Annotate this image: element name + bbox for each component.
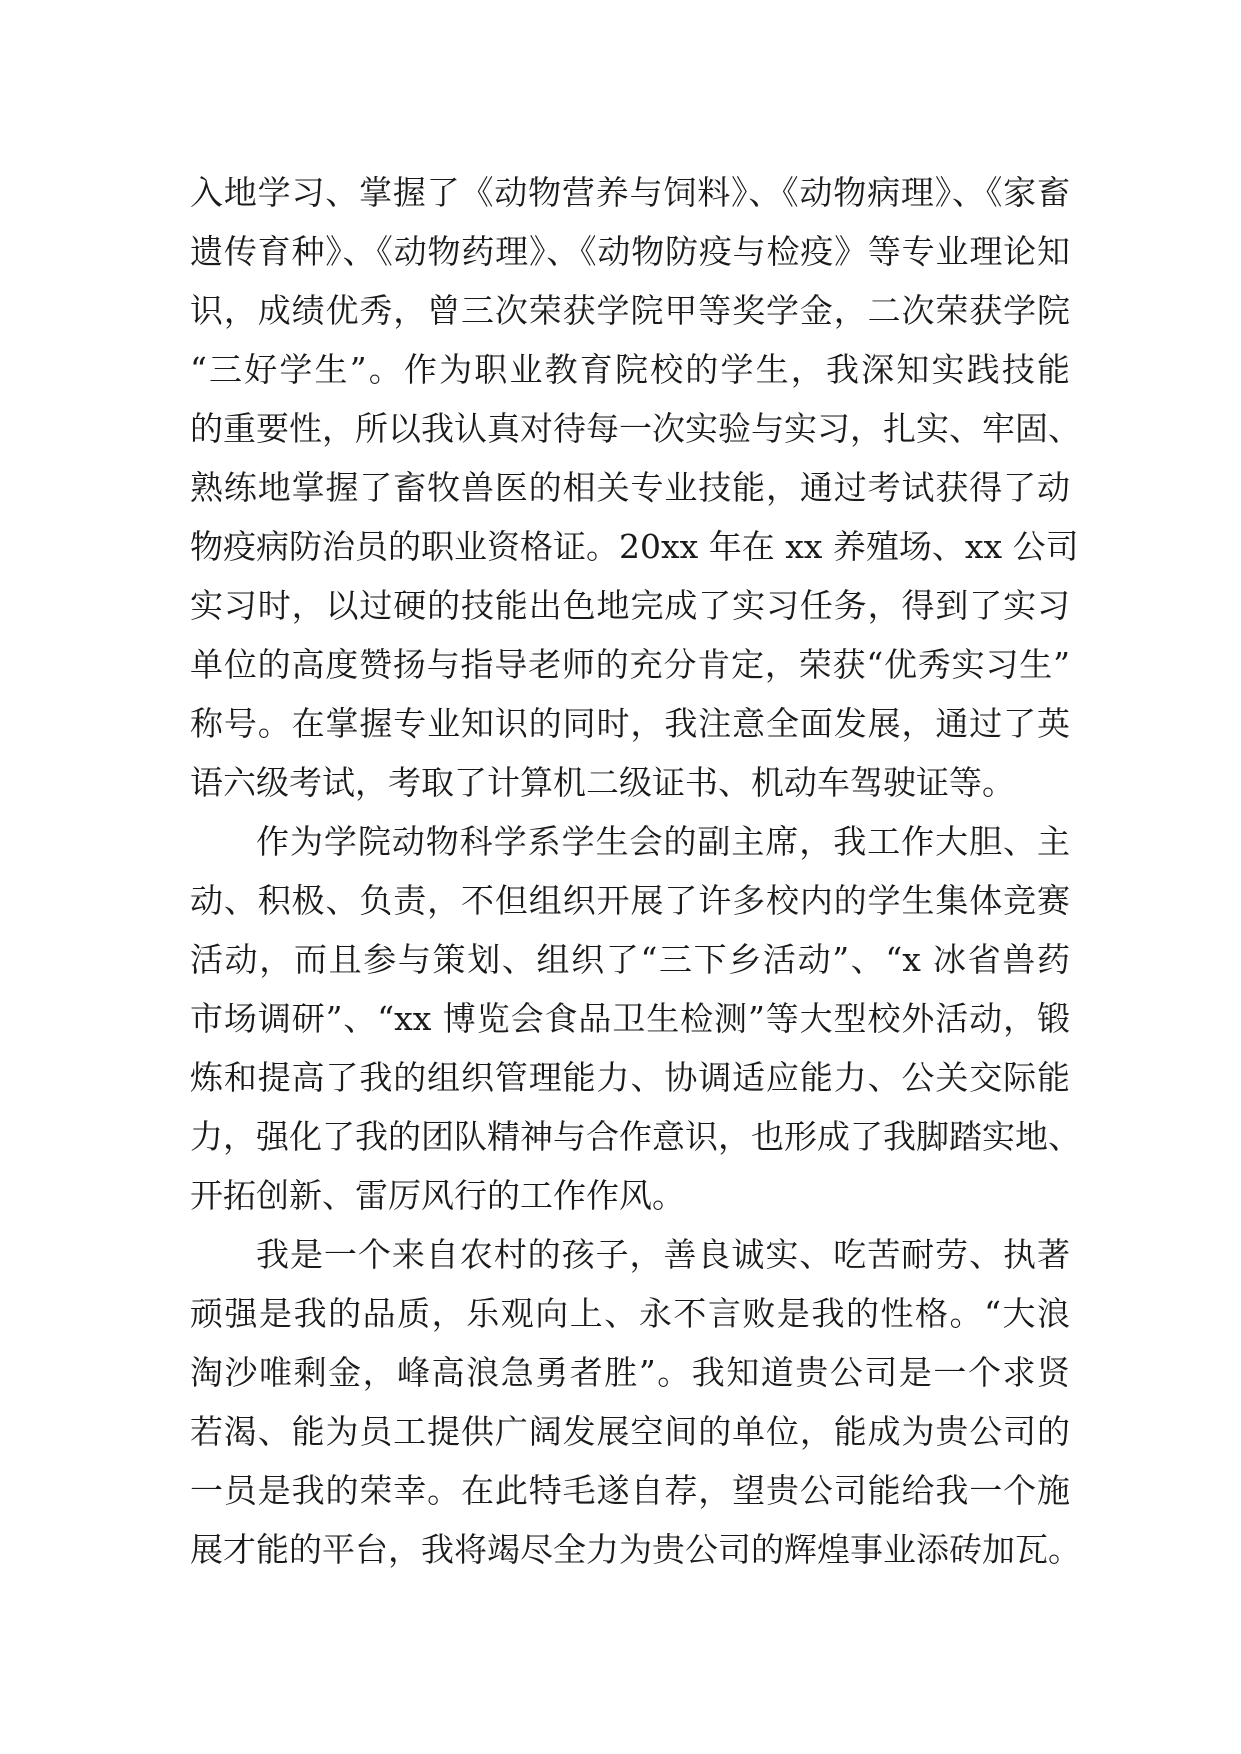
paragraph-2 — [190, 812, 1081, 1225]
paragraph-1 — [190, 163, 1081, 812]
text-line: 顽强是我的品质，乐观向上、永不言败是我的性格。“大浪 — [190, 1294, 1070, 1333]
text-line: 作为学院动物科学系学生会的副主席，我工作大胆、主 — [256, 822, 1070, 861]
text-line: 一员是我的荣幸。在此特毛遂自荐，望贵公司能给我一个施 — [190, 1471, 1070, 1510]
text-line: 力，强化了我的团队精神与合作意识，也形成了我脚踏实地、 — [190, 1117, 1081, 1156]
text-line: 展才能的平台，我将竭尽全力为贵公司的辉煌事业添砖加瓦。 — [190, 1530, 1081, 1569]
text-line: 语六级考试，考取了计算机二级证书、机动车驾驶证等。 — [190, 763, 1015, 802]
text-line: 开拓创新、雷厉风行的工作作风。 — [190, 1176, 685, 1215]
text-line: 实习时，以过硬的技能出色地完成了实习任务，得到了实习 — [190, 586, 1070, 625]
paragraph-3 — [190, 1225, 1081, 1579]
text-line: 若渴、能为员工提供广阔发展空间的单位，能成为贵公司的 — [190, 1412, 1070, 1451]
text-line: 我是一个来自农村的孩子，善良诚实、吃苦耐劳、执著 — [256, 1235, 1070, 1274]
text-line: 动、积极、负责，不但组织开展了许多校内的学生集体竞赛 — [190, 881, 1070, 920]
text-line: 熟练地掌握了畜牧兽医的相关专业技能，通过考试获得了动 — [190, 468, 1070, 507]
text-line: 市场调研”、“xx 博览会食品卫生检测”等大型校外活动，锻 — [190, 999, 1070, 1038]
text-line: 单位的高度赞扬与指导老师的充分肯定，荣获“优秀实习生” — [190, 645, 1070, 684]
text-line: 的重要性，所以我认真对待每一次实验与实习，扎实、牢固、 — [190, 409, 1081, 448]
text-line: 遗传育种》、《动物药理》、《动物防疫与检疫》等专业理论知 — [190, 232, 1070, 271]
text-line: 称号。在掌握专业知识的同时，我注意全面发展，通过了英 — [190, 704, 1070, 743]
text-line: 活动，而且参与策划、组织了“三下乡活动”、“x 冰省兽药 — [190, 940, 1070, 979]
document-body — [190, 163, 1081, 1579]
text-line: 炼和提高了我的组织管理能力、协调适应能力、公关交际能 — [190, 1058, 1070, 1097]
text-line: 物疫病防治员的职业资格证。20xx 年在 xx 养殖场、xx 公司 — [190, 527, 1079, 566]
text-line: 淘沙唯剩金，峰高浪急勇者胜”。我知道贵公司是一个求贤 — [190, 1353, 1070, 1392]
text-line: 入地学习、掌握了《动物营养与饲料》、《动物病理》、《家畜 — [190, 173, 1070, 212]
text-line: “三好学生”。作为职业教育院校的学生，我深知实践技能 — [190, 350, 1070, 389]
text-line: 识，成绩优秀，曾三次荣获学院甲等奖学金，二次荣获学院 — [190, 291, 1070, 330]
